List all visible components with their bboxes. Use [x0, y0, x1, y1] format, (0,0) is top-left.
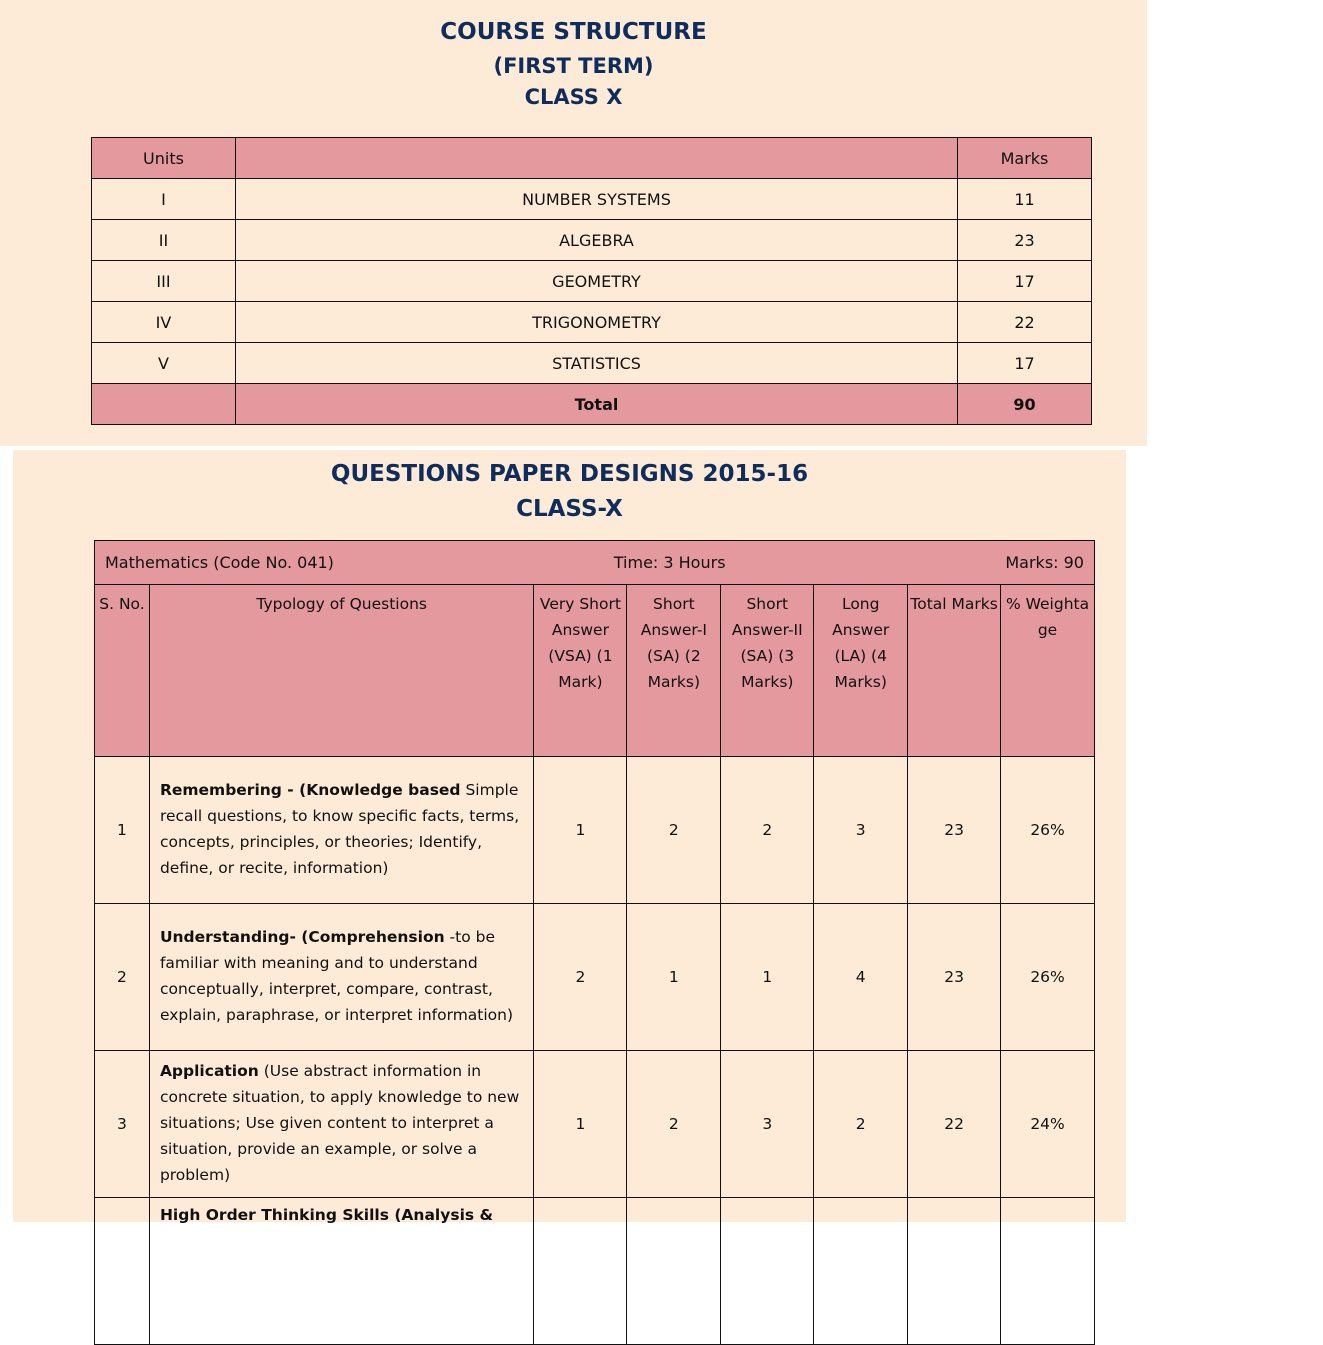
topic-cell: TRIGONOMETRY: [236, 302, 958, 343]
total-cell: 23: [908, 904, 1001, 1051]
table-row: [92, 261, 1092, 302]
sa2-cell: [721, 1198, 814, 1345]
typology-text: Simple recall questions, to know specific facts, terms, concepts, principles, or theories; Identify, define, or recite, information): [159, 781, 520, 877]
header-marks: Marks: [958, 138, 1092, 179]
table-row: [95, 1198, 1095, 1345]
weightage-cell: 26%: [1001, 904, 1095, 1051]
header-sa2: Short Answer-II (SA) (3 Marks): [721, 585, 814, 757]
sa1-cell: 2: [627, 1051, 721, 1198]
typology-heading: Remembering - (Knowledge based: [159, 781, 461, 799]
table-row: [95, 904, 1095, 1051]
table-header-row: [92, 138, 1092, 179]
unit-cell: I: [92, 179, 236, 220]
typology-cell: [149, 1198, 534, 1345]
sa2-cell: 1: [721, 904, 814, 1051]
topic-cell: STATISTICS: [236, 343, 958, 384]
marks-cell: 17: [958, 261, 1092, 302]
total-label: Total: [236, 384, 958, 425]
typology-heading: High Order Thinking Skills (Analysis &: [159, 1206, 494, 1224]
header-total: Total Marks: [908, 585, 1001, 757]
design-class: CLASS-X: [516, 496, 623, 522]
course-structure-table: [91, 137, 1092, 425]
typology-heading: Understanding- (Comprehension: [159, 928, 445, 946]
subject-label: Mathematics (Code No. 041): [105, 552, 334, 572]
time-label: Time: 3 Hours: [613, 552, 726, 572]
header-sno: S. No.: [95, 585, 150, 757]
la-cell: 3: [814, 757, 908, 904]
typology-heading: Application: [159, 1062, 259, 1080]
typology-cell: [149, 1051, 534, 1198]
course-title: COURSE STRUCTURE: [440, 19, 707, 45]
typology-text: (Use abstract information in concrete situation, to apply knowledge to new situations; Use given content to interpret a situation, provide an example, or solve a problem): [159, 1062, 520, 1184]
topic-cell: NUMBER SYSTEMS: [236, 179, 958, 220]
sno-cell: [95, 1198, 150, 1345]
table-row: [95, 757, 1095, 904]
subject-row: [95, 541, 1095, 585]
typology-text: -to be familiar with meaning and to understand conceptually, interpret, compare, contrast, explain, paraphrase, or interpret information): [159, 928, 514, 1024]
total-cell: [908, 1198, 1001, 1345]
unit-cell: II: [92, 220, 236, 261]
la-cell: 2: [814, 1051, 908, 1198]
typology-cell: [149, 757, 534, 904]
marks-cell: 11: [958, 179, 1092, 220]
total-cell: 22: [908, 1051, 1001, 1198]
question-paper-design-panel: [13, 450, 1126, 1222]
typology-cell: [149, 904, 534, 1051]
sa1-cell: 2: [627, 757, 721, 904]
marks-cell: 17: [958, 343, 1092, 384]
topic-cell: GEOMETRY: [236, 261, 958, 302]
empty-cell: [92, 384, 236, 425]
header-vsa: Very Short Answer (VSA) (1 Mark): [534, 585, 627, 757]
la-cell: 4: [814, 904, 908, 1051]
course-structure-panel: [0, 0, 1147, 446]
table-header-row: [95, 585, 1095, 757]
vsa-cell: 1: [534, 1051, 627, 1198]
la-cell: [814, 1198, 908, 1345]
table-row: [92, 220, 1092, 261]
header-weightage: % Weightage: [1001, 585, 1095, 757]
sa2-cell: 2: [721, 757, 814, 904]
sno-cell: 1: [95, 757, 150, 904]
table-row: [92, 343, 1092, 384]
sno-cell: 3: [95, 1051, 150, 1198]
total-marks: 90: [958, 384, 1092, 425]
weightage-cell: 26%: [1001, 757, 1095, 904]
header-topic: [236, 138, 958, 179]
unit-cell: IV: [92, 302, 236, 343]
marks-cell: 23: [958, 220, 1092, 261]
table-row: [92, 302, 1092, 343]
marks-label: Marks: 90: [1005, 552, 1084, 572]
unit-cell: V: [92, 343, 236, 384]
sno-cell: 2: [95, 904, 150, 1051]
header-sa1: Short Answer-I (SA) (2 Marks): [627, 585, 721, 757]
sa1-cell: [627, 1198, 721, 1345]
question-paper-design-table: [94, 540, 1095, 1345]
design-title: QUESTIONS PAPER DESIGNS 2015-16: [330, 461, 809, 487]
sa1-cell: 1: [627, 904, 721, 1051]
course-class: CLASS X: [524, 85, 623, 109]
total-row: [92, 384, 1092, 425]
header-typology: Typology of Questions: [149, 585, 534, 757]
vsa-cell: [534, 1198, 627, 1345]
table-row: [92, 179, 1092, 220]
vsa-cell: 1: [534, 757, 627, 904]
unit-cell: III: [92, 261, 236, 302]
vsa-cell: 2: [534, 904, 627, 1051]
header-la: Long Answer (LA) (4 Marks): [814, 585, 908, 757]
marks-cell: 22: [958, 302, 1092, 343]
header-units: Units: [92, 138, 236, 179]
course-term: (FIRST TERM): [493, 54, 654, 78]
table-row: [95, 1051, 1095, 1198]
weightage-cell: 24%: [1001, 1051, 1095, 1198]
total-cell: 23: [908, 757, 1001, 904]
weightage-cell: [1001, 1198, 1095, 1345]
topic-cell: ALGEBRA: [236, 220, 958, 261]
sa2-cell: 3: [721, 1051, 814, 1198]
